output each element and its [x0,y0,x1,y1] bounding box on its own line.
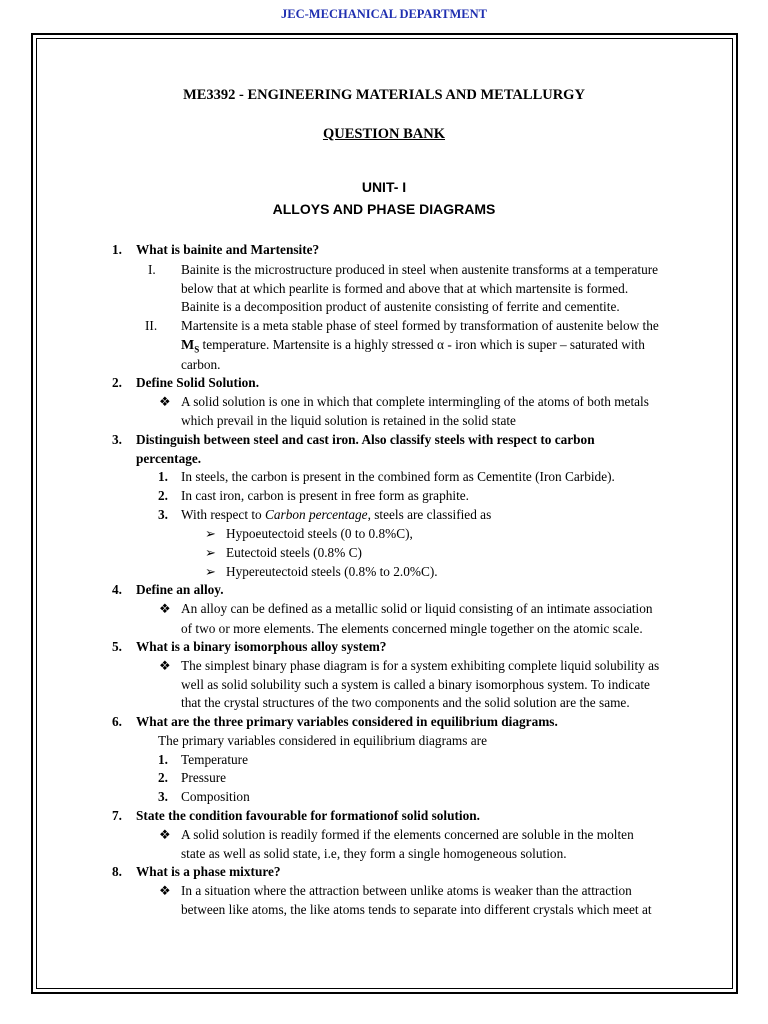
question-text: Distinguish between steel and cast iron. Also classify steels with respect to carbon [136,432,595,447]
sub-list-item: Hypoeutectoid steels (0 to 0.8%C), [226,526,413,541]
arrow-bullet-icon: ➢ [205,545,216,560]
answer-line: Martensite is a meta stable phase of steel formed by transformation of austenite below the [181,318,659,333]
question-number: 7. [112,808,122,823]
arrow-bullet-icon: ➢ [205,564,216,579]
answer-text-italic: Carbon percentage [265,507,368,522]
list-number: 1. [158,752,168,767]
answer-text: With respect to [181,507,266,522]
answer-line: carbon. [181,357,221,372]
answer-line: between like atoms, the like atoms tends to separate into different crystals which meet at [181,902,652,917]
diamond-bullet-icon: ❖ [159,394,171,409]
answer-line: An alloy can be defined as a metallic solid or liquid consisting of an intimate association [181,601,653,616]
question-number: 8. [112,864,122,879]
answer-line: well as solid solubility such a system is called a binary isomorphous system. To indicate [181,677,650,692]
question-text: Define Solid Solution. [136,375,260,390]
answer-line: of two or more elements. The elements concerned mingle together on the atomic scale. [181,621,643,636]
answer-line: below that at which pearlite is formed and above that at which martensite is formed. [181,281,629,296]
question-text: What is a binary isomorphous alloy system? [136,639,387,654]
course-title: ME3392 - ENGINEERING MATERIALS AND METALLURGY [183,87,585,103]
answer-line: state as well as solid state, i.e, they form a single homogeneous solution. [181,846,567,861]
question-number: 6. [112,714,122,729]
answer-line: Bainite is the microstructure produced in steel when austenite transforms at a temperature [181,262,659,277]
unit-label: UNIT- I [361,179,407,195]
question-text: State the condition favourable for formationof solid solution. [136,808,480,823]
diamond-bullet-icon: ❖ [159,827,171,842]
answer-line [181,335,645,360]
question-1 [112,240,319,259]
question-text: What is bainite and Martensite? [136,242,320,257]
answer-line: Bainite is a decomposition product of austenite consisting of ferrite and cementite. [181,299,620,314]
answer-line: In a situation where the attraction between unlike atoms is weaker than the attraction [181,883,632,898]
unit-title: ALLOYS AND PHASE DIAGRAMS [272,201,496,217]
question-8 [112,862,281,881]
sub-list-item: Eutectoid steels (0.8% C) [226,545,362,560]
roman-numeral-1: I. [148,262,156,277]
list-number: 1. [158,469,168,484]
ms-symbol: M [181,338,195,353]
ms-subscript: S [194,344,200,355]
question-number: 5. [112,639,122,654]
question-2 [112,373,259,392]
answer-line [181,505,491,524]
question-6 [112,712,558,731]
answer-line: that the crystal structures of the two components and the solid solution are the same. [181,695,630,710]
list-number: 3. [158,507,168,522]
list-number: 2. [158,488,168,503]
answer-line: The simplest binary phase diagram is for a system exhibiting complete liquid solubility as [181,658,660,673]
question-4 [112,580,224,599]
question-number: 3. [112,432,122,447]
question-bank-title: QUESTION BANK [322,126,446,142]
question-number: 1. [112,242,122,257]
question-text: What are the three primary variables considered in equilibrium diagrams. [136,714,558,729]
answer-line: A solid solution is one in which that complete intermingling of the atoms of both metals [181,394,649,409]
answer-line: Composition [181,789,250,804]
question-number: 4. [112,582,122,597]
diamond-bullet-icon: ❖ [159,883,171,898]
answer-text: , steels are classified as [367,507,492,522]
list-number: 3. [158,789,168,804]
question-text: Define an alloy. [136,582,224,597]
answer-line: which prevail in the liquid solution is retained in the solid state [181,413,516,428]
diamond-bullet-icon: ❖ [159,601,171,616]
department-header: JEC-MECHANICAL DEPARTMENT [281,7,487,21]
answer-line: A solid solution is readily formed if the elements concerned are soluble in the molten [181,827,634,842]
question-number: 2. [112,375,122,390]
sub-list-item: Hypereutectoid steels (0.8% to 2.0%C). [226,564,438,579]
roman-numeral-2: II. [145,318,158,333]
arrow-bullet-icon: ➢ [205,526,216,541]
diamond-bullet-icon: ❖ [159,658,171,673]
answer-line: The primary variables considered in equilibrium diagrams are [158,733,487,748]
question-7 [112,806,480,825]
list-number: 2. [158,770,168,785]
question-3 [112,430,595,449]
answer-line: In steels, the carbon is present in the combined form as Cementite (Iron Carbide). [181,469,615,484]
answer-line: Pressure [181,770,227,785]
question-5 [112,637,386,656]
answer-text: temperature. Martensite is a highly stressed α - iron which is super – saturated with [199,337,645,352]
answer-line: In cast iron, carbon is present in free form as graphite. [181,488,469,503]
question-3-continued: percentage. [136,451,202,466]
question-text: What is a phase mixture? [136,864,281,879]
answer-line: Temperature [181,752,248,767]
